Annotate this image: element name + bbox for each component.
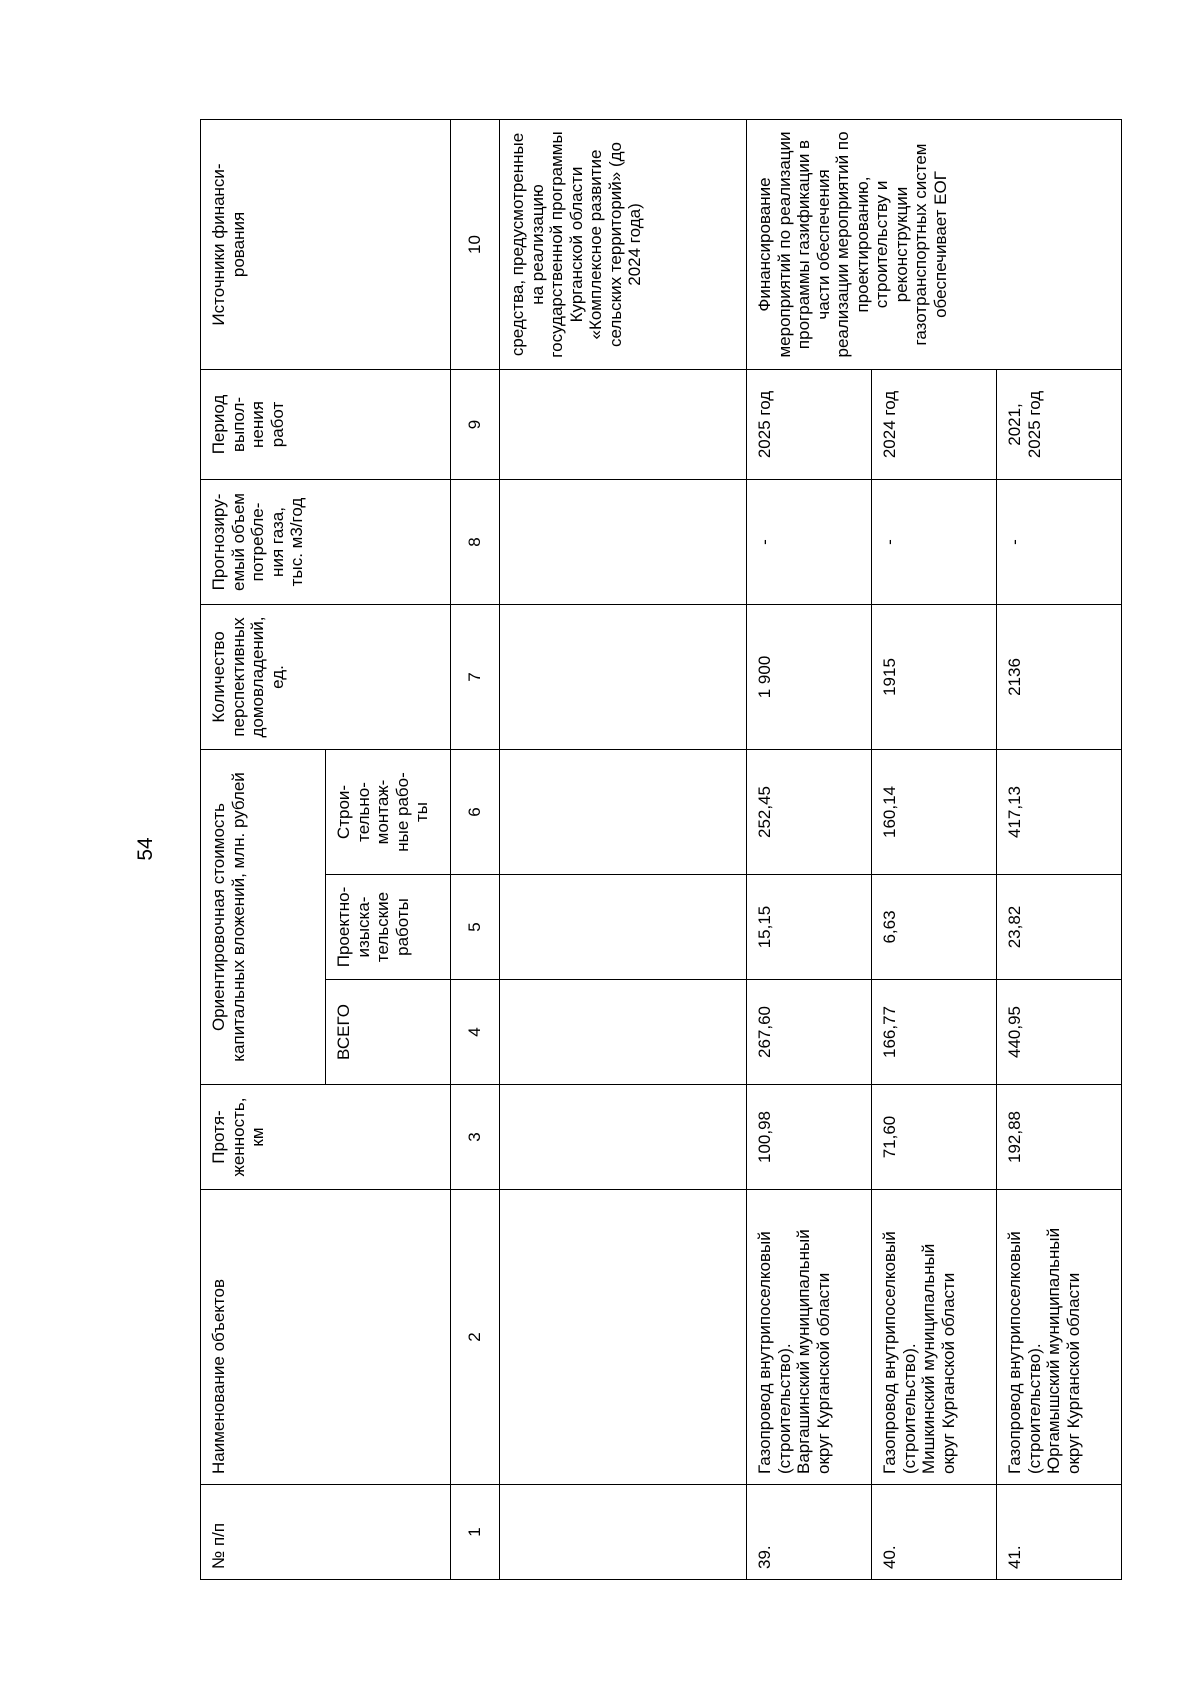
column-number: 1: [451, 1485, 500, 1580]
empty-cell: [500, 749, 747, 874]
empty-cell: [500, 980, 747, 1085]
cost-design: 15,15: [747, 875, 872, 980]
empty-cell: [500, 479, 747, 604]
header-period: Период выпол- нения работ: [201, 369, 451, 479]
work-period: 2021, 2025 год: [997, 369, 1122, 479]
column-number: 2: [451, 1190, 500, 1485]
row-num: 41.: [997, 1485, 1122, 1580]
column-number: 8: [451, 479, 500, 604]
empty-cell: [500, 604, 747, 749]
cost-total: 267,60: [747, 980, 872, 1085]
header-length: Протя- женность, км: [201, 1085, 451, 1190]
households-count: 1915: [872, 604, 997, 749]
header-households: Количество перспективных домовладений, ед.: [201, 604, 451, 749]
header-construction: Строи- тельно- монтаж- ные рабо- ты: [326, 749, 451, 874]
gas-volume: -: [747, 479, 872, 604]
object-length: 192,88: [997, 1085, 1122, 1190]
empty-cell: [500, 875, 747, 980]
objects-table: [200, 119, 1122, 1580]
empty-cell: [500, 369, 747, 479]
households-count: 1 900: [747, 604, 872, 749]
funding-source-note: средства, предусмотренные на реализацию государственной программы Курганской области «Комплексное развитие сельских территорий» (до 2024 года): [500, 119, 747, 369]
column-number: 3: [451, 1085, 500, 1190]
object-length: 71,60: [872, 1085, 997, 1190]
cost-construction: 160,14: [872, 749, 997, 874]
header-name: Наименование объектов: [201, 1190, 451, 1485]
page-number: 54: [134, 837, 157, 861]
row-num: 39.: [747, 1485, 872, 1580]
column-number: 9: [451, 369, 500, 479]
funding-source-rows: Финансирование мероприятий по реализации программы газификации в части обеспечения реализации мероприятий по проектированию, строительству и реконструкции газотранспортных систем обеспечивает ЕОГ: [747, 119, 1122, 369]
table-container: [200, 120, 1100, 1580]
work-period: 2025 год: [747, 369, 872, 479]
object-name: Газопровод внутрипоселковый (строительство). Варгашинский муниципальный округ Курганской области: [747, 1190, 872, 1485]
object-length: 100,98: [747, 1085, 872, 1190]
column-number: 5: [451, 875, 500, 980]
cost-design: 6,63: [872, 875, 997, 980]
object-name: Газопровод внутрипоселковый (строительство). Юргамышский муниципальный округ Курганской области: [997, 1190, 1122, 1485]
header-design: Проектно- изыска- тельские работы: [326, 875, 451, 980]
cost-total: 440,95: [997, 980, 1122, 1085]
cost-design: 23,82: [997, 875, 1122, 980]
header-cost-group: Ориентировочная стоимость капитальных вложений, млн. рублей: [201, 749, 326, 1084]
cost-total: 166,77: [872, 980, 997, 1085]
work-period: 2024 год: [872, 369, 997, 479]
header-num: № п/п: [201, 1485, 451, 1580]
cost-construction: 417,13: [997, 749, 1122, 874]
column-number: 6: [451, 749, 500, 874]
empty-cell: [500, 1190, 747, 1485]
empty-cell: [500, 1485, 747, 1580]
column-number: 7: [451, 604, 500, 749]
gas-volume: -: [872, 479, 997, 604]
header-funding-source: Источники финанси- рования: [201, 119, 451, 369]
column-number: 10: [451, 119, 500, 369]
object-name: Газопровод внутрипоселковый (строительство). Мишкинский муниципальный округ Курганской области: [872, 1190, 997, 1485]
row-num: 40.: [872, 1485, 997, 1580]
empty-cell: [500, 1085, 747, 1190]
households-count: 2136: [997, 604, 1122, 749]
header-gas-volume: Прогнозиру- емый объем потребле- ния газа, тыс. м3/год: [201, 479, 451, 604]
header-total: ВСЕГО: [326, 980, 451, 1085]
gas-volume: -: [997, 479, 1122, 604]
column-number: 4: [451, 980, 500, 1085]
cost-construction: 252,45: [747, 749, 872, 874]
